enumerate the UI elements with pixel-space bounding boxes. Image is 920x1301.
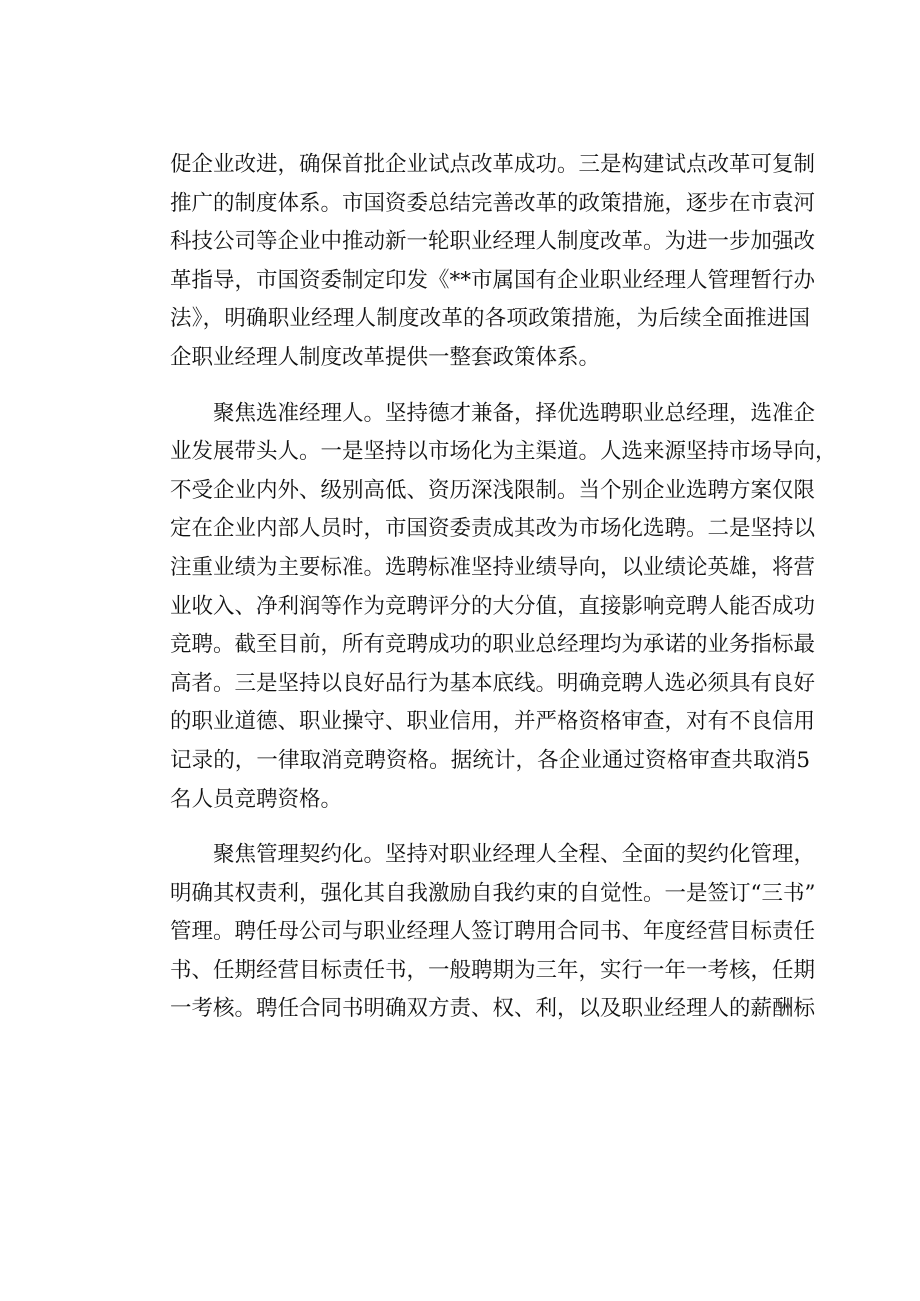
paragraph-line: 名人员竞聘资格。 xyxy=(170,786,343,812)
paragraph-line: 科技公司等企业中推动新一轮职业经理人制度改革。为进一步加强改 xyxy=(170,229,816,255)
paragraph-line: 业收入、净利润等作为竞聘评分的大分值，直接影响竞聘人能否成功 xyxy=(170,593,816,619)
paragraph-line: 聚焦管理契约化。坚持对职业经理人全程、全面的契约化管理， xyxy=(213,842,816,868)
paragraph-line: 不受企业内外、级别高低、资历深浅限制。当个别企业选聘方案仅限 xyxy=(170,477,816,503)
paragraph-2 xyxy=(170,395,837,820)
paragraph-line: 书、任期经营目标责任书，一般聘期为三年，实行一年一考核，任期 xyxy=(170,957,816,983)
paragraph-line: 一考核。聘任合同书明确双方责、权、利，以及职业经理人的薪酬标 xyxy=(170,996,816,1022)
paragraph-line: 聚焦选准经理人。坚持德才兼备，择优选聘职业总经理，选准企 xyxy=(213,400,816,426)
paragraph-line: 促企业改进，确保首批企业试点改革成功。三是构建试点改革可复制 xyxy=(170,152,816,177)
paragraph-line: 业发展带头人。一是坚持以市场化为主渠道。人选来源坚持市场导向， xyxy=(170,439,837,465)
paragraph-line: 定在企业内部人员时，市国资委责成其改为市场化选聘。二是坚持以 xyxy=(170,516,816,542)
paragraph-line: 记录的，一律取消竞聘资格。据统计，各企业通过资格审查共取消5 xyxy=(170,747,810,773)
paragraph-line: 管理。聘任母公司与职业经理人签订聘用合同书、年度经营目标责任 xyxy=(170,919,816,945)
paragraph-line: 革指导，市国资委制定印发《**市属国有企业职业经理人管理暂行办 xyxy=(170,267,816,293)
paragraph-line: 明确其权责利，强化其自我激励自我约束的自觉性。一是签订“三书” xyxy=(170,880,816,906)
paragraph-line: 高者。三是坚持以良好品行为基本底线。明确竞聘人选必须具有良好 xyxy=(170,670,816,696)
paragraph-line: 企职业经理人制度改革提供一整套政策体系。 xyxy=(170,344,601,370)
paragraph-1 xyxy=(170,146,816,378)
paragraph-line: 竞聘。截至目前，所有竞聘成功的职业总经理均为承诺的业务指标最 xyxy=(170,632,816,658)
paragraph-3 xyxy=(170,836,816,1029)
paragraph-line: 推广的制度体系。市国资委总结完善改革的政策措施，逐步在市袁河 xyxy=(170,190,816,216)
document-body xyxy=(170,146,837,1046)
paragraph-line: 法》，明确职业经理人制度改革的各项政策措施，为后续全面推进国 xyxy=(170,306,810,332)
paragraph-line: 注重业绩为主要标准。选聘标准坚持业绩导向，以业绩论英雄，将营 xyxy=(170,554,816,580)
paragraph-line: 的职业道德、职业操守、职业信用，并严格资格审查，对有不良信用 xyxy=(170,709,816,735)
